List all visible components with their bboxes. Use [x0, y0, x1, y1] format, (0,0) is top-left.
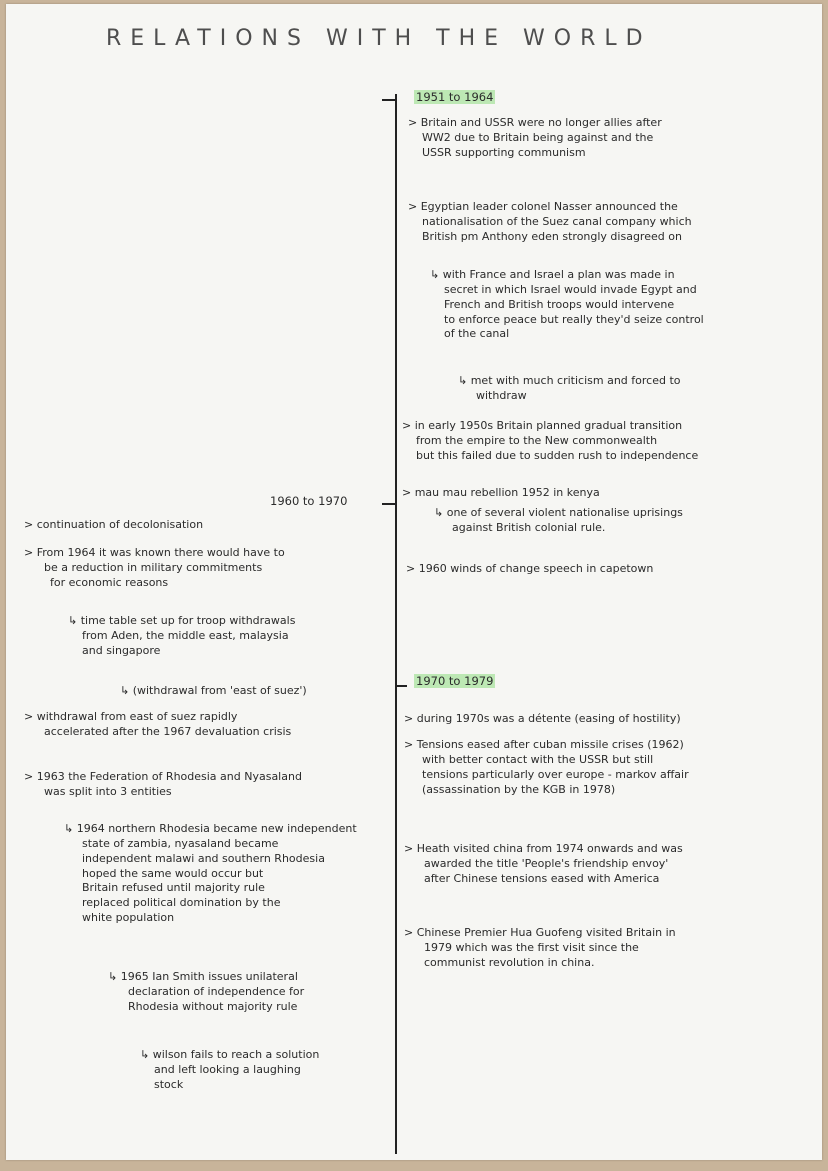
- timeline-tick: [395, 685, 407, 687]
- timeline-tick: [382, 99, 396, 101]
- timeline-tick: [382, 503, 396, 505]
- note-mau-mau-detail: ↳ one of several violent nationalise uprisings against British colonial rule.: [434, 506, 683, 534]
- note-zambia-malawi: ↳ 1964 northern Rhodesia became new independent state of zambia, nyasaland became independent malawi and southern Rhodesia hoped the same would occur but Britain refused until majority rule replaced political domination by the white population: [64, 822, 357, 925]
- note-winds-of-change: > 1960 winds of change speech in capetown: [406, 562, 654, 575]
- note-rhodesia-federation: > 1963 the Federation of Rhodesia and Nyasaland was split into 3 entities: [24, 770, 302, 798]
- note-wilson-fails: ↳ wilson fails to reach a solution and left looking a laughing stock: [140, 1048, 320, 1091]
- note-suez-withdraw: ↳ met with much criticism and forced to withdraw: [458, 374, 681, 402]
- notebook-page: [6, 4, 822, 1160]
- heading-1970-1979: 1970 to 1979: [416, 674, 494, 688]
- note-detente: > during 1970s was a détente (easing of hostility): [404, 712, 681, 725]
- note-tensions-eased: > Tensions eased after cuban missile crises (1962) with better contact with the USSR but still tensions particularly over europe - markov affair (assassination by the KGB in 1978): [404, 738, 689, 796]
- note-heath-china: > Heath visited china from 1974 onwards and was awarded the title 'People's friendship envoy' after Chinese tensions eased with America: [404, 842, 683, 885]
- note-military-reduction: > From 1964 it was known there would have to be a reduction in military commitments for economic reasons: [24, 546, 285, 589]
- note-commonwealth-transition: > in early 1950s Britain planned gradual transition from the empire to the New commonwealth but this failed due to sudden rush to independence: [402, 419, 699, 462]
- heading-1960-1970: 1960 to 1970: [270, 494, 348, 508]
- heading-1951-1964: 1951 to 1964: [416, 90, 494, 104]
- note-withdrawal-accelerated: > withdrawal from east of suez rapidly accelerated after the 1967 devaluation crisis: [24, 710, 292, 738]
- note-east-of-suez: ↳ (withdrawal from 'east of suez'): [120, 684, 307, 697]
- note-ian-smith-udi: ↳ 1965 Ian Smith issues unilateral declaration of independence for Rhodesia without majority rule: [108, 970, 305, 1013]
- note-troop-withdrawals: ↳ time table set up for troop withdrawals from Aden, the middle east, malaysia and singapore: [68, 614, 296, 657]
- note-mau-mau: > mau mau rebellion 1952 in kenya: [402, 486, 600, 499]
- note-decolonisation: > continuation of decolonisation: [24, 518, 204, 531]
- timeline-divider: [395, 94, 397, 1154]
- title-highlight: [202, 60, 762, 74]
- note-britain-ussr: > Britain and USSR were no longer allies after WW2 due to Britain being against and the USSR supporting communism: [408, 116, 662, 159]
- page-title: RELATIONS WITH THE WORLD: [106, 26, 666, 51]
- note-hua-guofeng: > Chinese Premier Hua Guofeng visited Britain in 1979 which was the first visit since the communist revolution in china.: [404, 926, 676, 969]
- note-suez-plan: ↳ with France and Israel a plan was made in secret in which Israel would invade Egypt and French and British troops would intervene to enforce peace but really they'd seize control of the canal: [430, 268, 704, 341]
- note-suez-nationalisation: > Egyptian leader colonel Nasser announced the nationalisation of the Suez canal company which British pm Anthony eden strongly disagreed on: [408, 200, 692, 243]
